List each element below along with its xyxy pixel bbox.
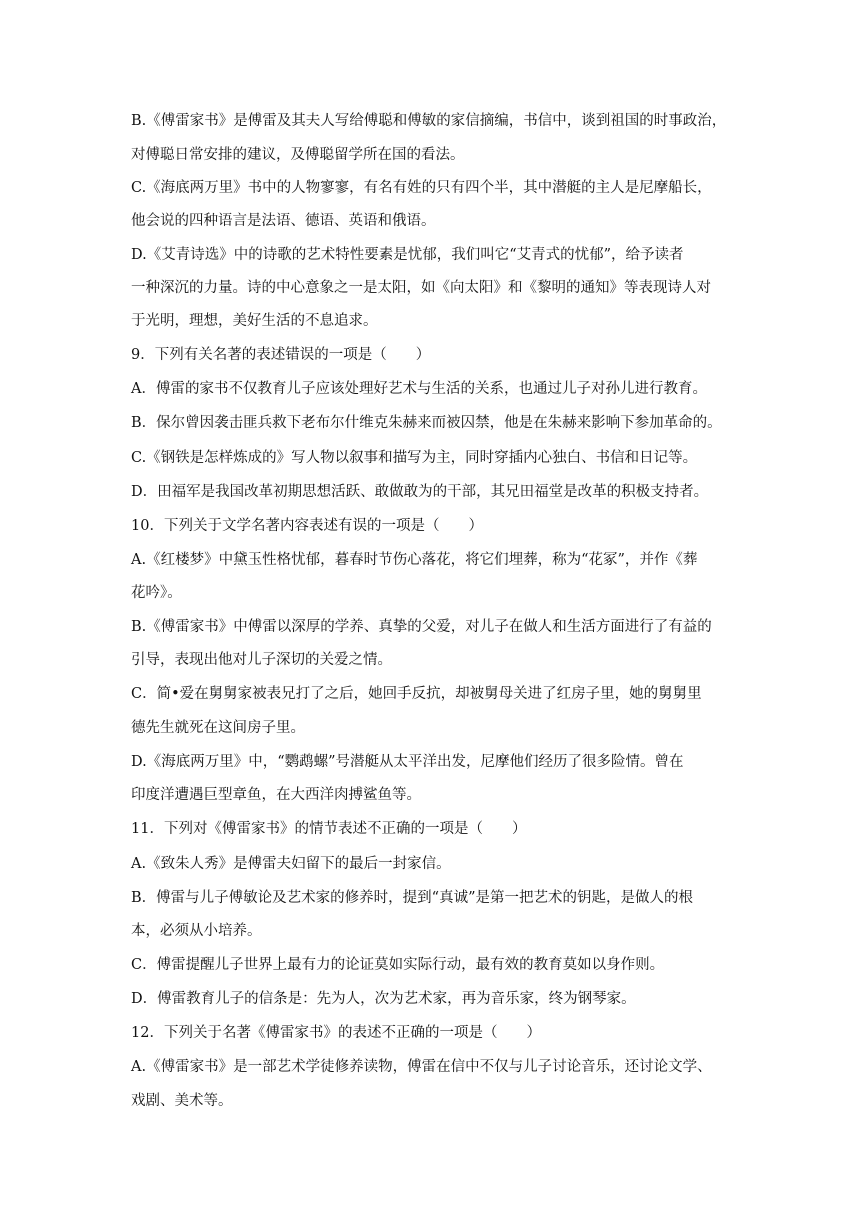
text-line: 于光明，理想，美好生活的不息追求。 — [131, 313, 378, 329]
text-line: 戏剧、美术等。 — [131, 1093, 233, 1109]
text-line: D．田福军是我国改革初期思想活跃、敢做敢为的干部，其兄田福堂是改革的积极支持者。 — [131, 484, 709, 500]
text-line: 印度洋遭遇巨型章鱼，在大西洋肉搏鲨鱼等。 — [131, 787, 421, 803]
text-line: 引导，表现出他对儿子深切的关爱之情。 — [131, 652, 392, 668]
question-11-stem: 11．下列对《傅雷家书》的情节表述不正确的一项是（ ） — [131, 821, 527, 837]
text-line: A．傅雷的家书不仅教育儿子应该处理好艺术与生活的关系，也通过儿子对孙儿进行教育。 — [131, 381, 707, 397]
text-line: B．保尔曾因袭击匪兵救下老布尔什维克朱赫来而被囚禁，他是在朱赫来影响下参加革命的。 — [131, 415, 722, 431]
text-line: 他会说的四种语言是法语、德语、英语和俄语。 — [131, 213, 436, 229]
text-line: 本，必须从小培养。 — [131, 923, 262, 939]
text-line: B．傅雷与儿子傅敏论及艺术家的修养时，提到“真诚”是第一把艺术的钥匙，是做人的根 — [131, 890, 693, 906]
text-line: A.《傅雷家书》是一部艺术学徒修养读物，傅雷在信中不仅与儿子讨论音乐，还讨论文学、 — [131, 1059, 712, 1075]
text-line: C.《海底两万里》书中的人物寥寥，有名有姓的只有四个半，其中潜艇的主人是尼摩船长， — [131, 180, 712, 196]
text-line: 德先生就死在这间房子里。 — [131, 720, 305, 736]
question-12-stem: 12．下列关于名著《傅雷家书》的表述不正确的一项是（ ） — [131, 1025, 541, 1041]
text-line: B.《傅雷家书》是傅雷及其夫人写给傅聪和傅敏的家信摘编，书信中，谈到祖国的时事政治， — [131, 113, 727, 129]
question-10-stem: 10．下列关于文学名著内容表述有误的一项是（ ） — [131, 518, 483, 534]
text-line: 一种深沉的力量。诗的中心意象之一是太阳，如《向太阳》和《黎明的通知》等表现诗人对 — [131, 280, 711, 296]
text-line: D．傅雷教育儿子的信条是：先为人，次为艺术家，再为音乐家，终为钢琴家。 — [131, 991, 636, 1007]
text-line: C.《钢铁是怎样炼成的》写人物以叙事和描写为主，同时穿插内心独白、书信和日记等。 — [131, 450, 698, 466]
text-line: 对傅聪日常安排的建议，及傅聪留学所在国的看法。 — [131, 147, 465, 163]
text-line: D.《艾青诗选》中的诗歌的艺术特性要素是忧郁，我们叫它“艾青式的忧郁”，给予读者 — [131, 247, 684, 263]
text-line: C．简•爱在舅舅家被表兄打了之后，她回手反抗，却被舅母关进了红房子里，她的舅舅里 — [131, 686, 702, 702]
text-line: D.《海底两万里》中，“鹦鹉螺”号潜艇从太平洋出发，尼摩他们经历了很多险情。曾在 — [131, 754, 684, 770]
text-line: A.《红楼梦》中黛玉性格忧郁，暮春时节伤心落花，将它们埋葬，称为“花冢”，并作《葬 — [131, 552, 698, 568]
question-9-stem: 9．下列有关名著的表述错误的一项是（ ） — [131, 347, 431, 363]
text-line: C．傅雷提醒儿子世界上最有力的论证莫如实际行动，最有效的教育莫如以身作则。 — [131, 957, 665, 973]
text-line: 花吟》。 — [131, 585, 182, 601]
text-line: A.《致朱人秀》是傅雷夫妇留下的最后一封家信。 — [131, 856, 451, 872]
text-line: B.《傅雷家书》中傅雷以深厚的学养、真挚的父爱，对儿子在做人和生活方面进行了有益的 — [131, 619, 712, 635]
